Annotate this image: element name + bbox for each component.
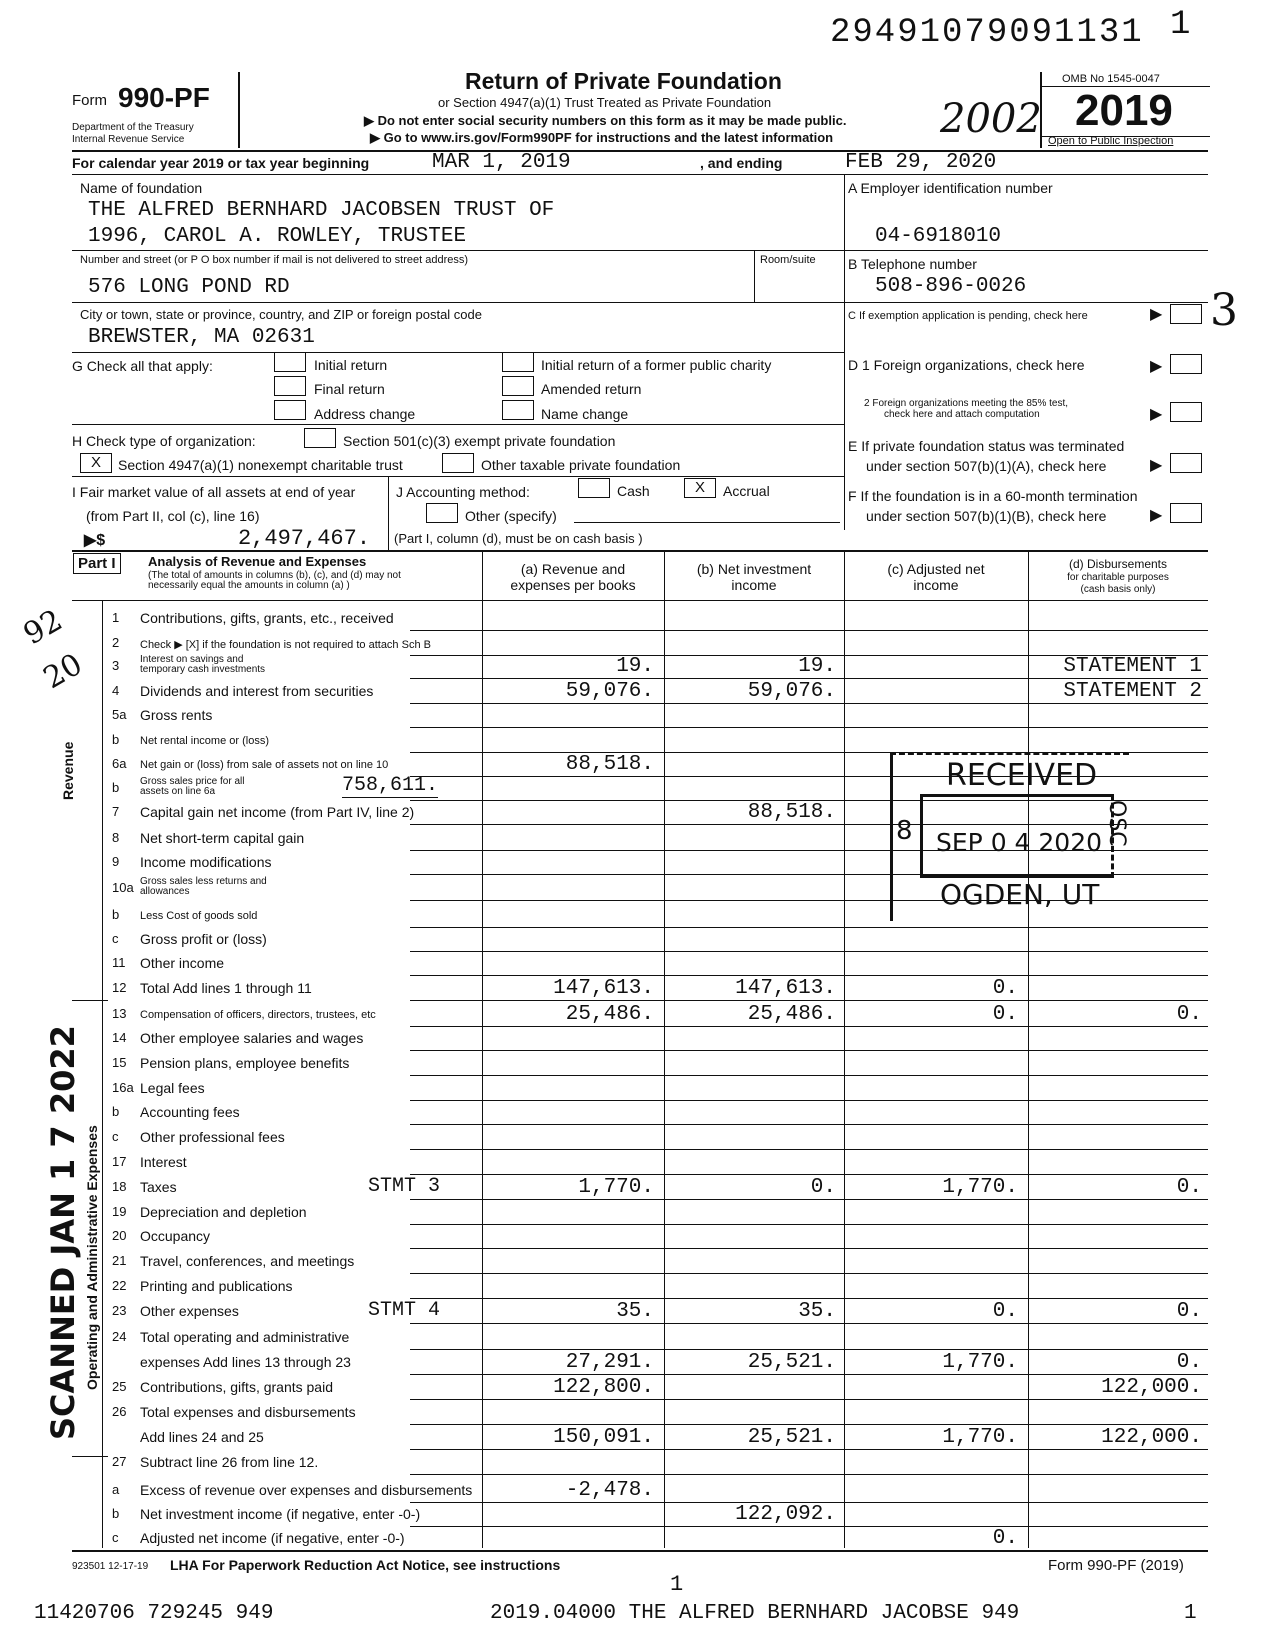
footer-code: 923501 12-17-19: [72, 1561, 149, 1572]
col-b-value[interactable]: 19.: [798, 655, 836, 678]
line-row: [72, 1002, 1208, 1026]
header-bottom-rule: [72, 150, 1208, 152]
line-label: Adjusted net income (if negative, enter -0-): [140, 1530, 405, 1546]
line-number: c: [112, 931, 119, 946]
line-number: 11: [112, 955, 126, 970]
line-number: 4: [112, 683, 120, 698]
line-row: [72, 976, 1208, 1000]
line-row: [72, 1350, 1208, 1374]
g-label: G Check all that apply:: [72, 358, 213, 374]
name-rule: [72, 250, 844, 251]
foreign-org-label: D 1 Foreign organizations, check here: [848, 357, 1085, 373]
h-other-taxable-checkbox[interactable]: [442, 453, 474, 473]
period-and-ending: , and ending: [700, 155, 783, 171]
termination-60-label-1: F If the foundation is in a 60-month termination: [848, 488, 1138, 504]
h-501c3-label: Section 501(c)(3) exempt private foundation: [343, 433, 616, 449]
exemption-pending-checkbox[interactable]: [1170, 304, 1202, 324]
address-change-label: Address change: [314, 406, 416, 422]
form-number: 990-PF: [118, 82, 210, 113]
footer-page: 1: [670, 1572, 684, 1597]
line-label: Other professional fees: [140, 1129, 285, 1145]
line-label: Net investment income (if negative, enter -0-): [140, 1506, 421, 1522]
col-c-value[interactable]: 0.: [992, 977, 1018, 1000]
col-d-value[interactable]: 0.: [1176, 1300, 1202, 1323]
col-a-value[interactable]: 1,770.: [578, 1176, 654, 1199]
j-label: J Accounting method:: [396, 484, 530, 500]
g-rule: [72, 424, 844, 425]
line-row: [72, 1400, 1208, 1424]
line-row: [72, 1325, 1208, 1349]
line-label: Income modifications: [140, 854, 272, 870]
street-value: 576 LONG POND RD: [88, 276, 290, 299]
line-label: Accounting fees: [140, 1104, 240, 1120]
line-row: [72, 703, 1208, 727]
line-number: 18: [112, 1179, 127, 1194]
line-number: 22: [112, 1278, 127, 1293]
col-b-header-2: income: [731, 577, 777, 593]
cash-checkbox[interactable]: [578, 478, 610, 498]
line-label: Interest: [140, 1154, 187, 1170]
line-row: [72, 1425, 1208, 1449]
line-label: Net gain or (loss) from sale of assets not on line 10: [140, 759, 389, 771]
initial-former-label: Initial return of a former public charity: [541, 357, 772, 373]
line-label: Dividends and interest from securities: [140, 683, 374, 699]
line-row: [72, 927, 1208, 951]
line-number: 10a: [112, 880, 134, 895]
street-rule: [72, 302, 844, 303]
footer-form: Form 990-PF (2019): [1048, 1557, 1184, 1574]
footer-bottom-mid: 2019.04000 THE ALFRED BERNHARD JACOBSE 949: [490, 1602, 1020, 1625]
footer-bottom-right: 1: [1184, 1602, 1197, 1625]
i-label-1: I Fair market value of all assets at end of year: [72, 484, 356, 500]
handwritten-code: 2002: [940, 96, 1042, 142]
line-label: Contributions, gifts, grants, etc., received: [140, 610, 394, 626]
col-a-value[interactable]: 35.: [616, 1300, 654, 1323]
col-b-value[interactable]: 25,521.: [747, 1426, 836, 1449]
col-d-value[interactable]: 122,000.: [1101, 1376, 1202, 1399]
statement-ref: STMT 3: [368, 1175, 441, 1198]
open-public-label: Open to Public Inspection: [1048, 135, 1174, 147]
initial-former-checkbox[interactable]: [502, 352, 534, 372]
name-change-label: Name change: [541, 406, 629, 422]
footer-lha: LHA For Paperwork Reduction Act Notice, see instructions: [170, 1557, 561, 1573]
line-label: Gross rents: [140, 707, 213, 723]
line-number: 21: [112, 1253, 127, 1268]
omb-number: OMB No 1545-0047: [1062, 73, 1160, 85]
tax-year: 2019: [1075, 86, 1173, 135]
col-b-value[interactable]: 147,613.: [735, 977, 836, 1000]
line-label: Net short-term capital gain: [140, 830, 305, 846]
col-d-value[interactable]: 0.: [1176, 1003, 1202, 1026]
line-number: 24: [112, 1329, 127, 1344]
foreign-85-label-1: 2 Foreign organizations meeting the 85% test,: [864, 398, 1069, 409]
stamp-side: OSC: [1104, 800, 1129, 847]
line-label: expenses Add lines 13 through 23: [140, 1354, 351, 1370]
line-number: 3: [112, 658, 120, 673]
line-rule: [410, 1323, 1208, 1324]
amended-return-checkbox[interactable]: [502, 376, 534, 396]
form-instruction-2: ▶ Go to www.irs.gov/Form990PF for instructions and the latest information: [370, 130, 834, 145]
termination-60-checkbox[interactable]: [1170, 503, 1202, 523]
line-label: Pension plans, employee benefits: [140, 1055, 350, 1071]
line-label: Gross sales price for all assets on line 6a: [140, 776, 245, 797]
col-d-header-3: (cash basis only): [1080, 584, 1156, 595]
h-501c3-checkbox[interactable]: [304, 428, 336, 448]
stamp-received: RECEIVED: [946, 758, 1098, 793]
name-change-checkbox[interactable]: [502, 400, 534, 420]
line-number: c: [112, 1129, 119, 1144]
line-row: [72, 1299, 1208, 1323]
address-change-checkbox[interactable]: [274, 400, 306, 420]
cash-basis-note: (Part I, column (d), must be on cash basis ): [394, 531, 643, 546]
line-label: Check ▶ [X] if the foundation is not required to attach Sch B: [140, 639, 431, 651]
col-a-value[interactable]: 19.: [616, 655, 654, 678]
line-label: Other employee salaries and wages: [140, 1030, 364, 1046]
line-row: [72, 1125, 1208, 1149]
line-number: 5a: [112, 707, 127, 722]
line-number: 17: [112, 1154, 127, 1169]
line-row: [72, 1100, 1208, 1124]
dln-suffix: 1: [1170, 6, 1191, 44]
col-d-value[interactable]: 0.: [1176, 1351, 1202, 1374]
col-d-value[interactable]: STATEMENT 2: [1063, 680, 1202, 703]
room-divider: [754, 250, 755, 302]
footer-rule: [72, 1550, 1208, 1552]
part1-desc-2: necessarily equal the amounts in column (a) ): [148, 580, 350, 591]
foreign-85-label-2: check here and attach computation: [884, 409, 1040, 420]
foundation-name-line1: THE ALFRED BERNHARD JACOBSEN TRUST OF: [88, 199, 555, 222]
part1-desc-1: (The total of amounts in columns (b), (c), and (d) may not: [148, 570, 401, 581]
name-block-divider: [844, 174, 845, 530]
col-a-header-2: expenses per books: [510, 577, 636, 593]
line-row: [72, 1274, 1208, 1298]
ein-rule: [844, 250, 1208, 251]
col-c-value[interactable]: 1,770.: [942, 1426, 1018, 1449]
col-b-header-1: (b) Net investment: [696, 561, 812, 577]
terminated-a-checkbox[interactable]: [1170, 453, 1202, 473]
line-row: [72, 1526, 1208, 1550]
cash-label: Cash: [617, 483, 650, 499]
col-d-value[interactable]: STATEMENT 1: [1063, 655, 1202, 678]
handwritten-margin-2: 20: [37, 646, 89, 697]
foreign-85-checkbox[interactable]: [1170, 402, 1202, 422]
line-number: a: [112, 1482, 120, 1497]
line-row: [72, 1026, 1208, 1050]
city-label: City or town, state or province, country, and ZIP or foreign postal code: [80, 307, 482, 322]
line-number: b: [112, 1506, 120, 1521]
line-label: Capital gain net income (from Part IV, line 2): [140, 804, 415, 820]
final-return-checkbox[interactable]: [274, 376, 306, 396]
line-number: 26: [112, 1404, 127, 1419]
header-divider-left: [238, 72, 240, 148]
line-number: 8: [112, 830, 120, 845]
h-4947-checkbox[interactable]: X: [80, 453, 112, 473]
line-number: c: [112, 1530, 119, 1545]
form-title: Return of Private Foundation: [465, 68, 782, 94]
part1-header-rule: [72, 600, 1208, 601]
h-other-taxable-label: Other taxable private foundation: [481, 457, 681, 473]
line-row: [72, 1478, 1208, 1502]
period-begin: MAR 1, 2019: [432, 151, 571, 174]
line-row: [72, 606, 1208, 630]
col-a-value[interactable]: 122,800.: [553, 1376, 654, 1399]
line-number: 27: [112, 1454, 127, 1469]
statement-ref: STMT 4: [368, 1299, 441, 1322]
line-label: Occupancy: [140, 1228, 211, 1244]
line-row: [72, 1051, 1208, 1075]
line-rule: [410, 1474, 1208, 1475]
initial-return-checkbox[interactable]: [274, 352, 306, 372]
col-d-header-1: (d) Disbursements: [1068, 557, 1168, 571]
line-label: Taxes: [140, 1179, 177, 1195]
gross-sales-value: 758,611.: [342, 774, 439, 797]
col-b-value[interactable]: 25,486.: [747, 1003, 836, 1026]
handwritten-margin-1: 92: [17, 602, 69, 653]
line-label: Other income: [140, 955, 225, 971]
dept-line1: Department of the Treasury: [72, 122, 194, 133]
street-label: Number and street (or P O box number if mail is not delivered to street address): [80, 254, 469, 266]
col-b-value[interactable]: 88,518.: [747, 801, 836, 824]
line-row: [72, 951, 1208, 975]
part1-tag: Part I: [73, 553, 121, 574]
line-label: Subtract line 26 from line 12.: [140, 1454, 319, 1470]
line-row: [72, 1502, 1208, 1526]
other-method-checkbox[interactable]: [426, 503, 458, 523]
line-row: [72, 654, 1208, 678]
line-label: Compensation of officers, directors, trustees, etc: [140, 1009, 376, 1021]
arrow-icon: ▶: [1150, 457, 1163, 474]
col-c-value[interactable]: 0.: [992, 1527, 1018, 1550]
col-b-value[interactable]: 35.: [798, 1300, 836, 1323]
line-rule: [410, 1000, 1208, 1001]
foundation-name-line2: 1996, CAROL A. ROWLEY, TRUSTEE: [88, 225, 467, 248]
arrow-icon: ▶: [1150, 507, 1163, 524]
stamp-city: OGDEN, UT: [940, 878, 1100, 911]
i-label-2: (from Part II, col (c), line 16): [86, 508, 260, 524]
col-a-header-1: (a) Revenue and: [520, 561, 626, 577]
line-row: [72, 1150, 1208, 1174]
phone-rule: [844, 302, 1208, 303]
handwritten-3: 3: [1210, 285, 1238, 336]
fmv-value: 2,497,467.: [238, 526, 371, 551]
h-4947-label: Section 4947(a)(1) nonexempt charitable trust: [118, 457, 403, 473]
line-number: b: [112, 780, 120, 795]
line-row: [72, 1175, 1208, 1199]
period-rule: [72, 174, 1208, 175]
side-revenue-label: Revenue: [60, 741, 76, 800]
line-label: Net rental income or (loss): [140, 735, 269, 747]
line-label: Travel, conferences, and meetings: [140, 1253, 355, 1269]
i-dollar: ▶$: [84, 532, 106, 549]
h-label: H Check type of organization:: [72, 433, 256, 449]
col-c-value[interactable]: 0.: [992, 1300, 1018, 1323]
line-row: [72, 728, 1208, 752]
scanned-stamp: SCANNED JAN 1 7 2022: [44, 1025, 82, 1440]
ij-divider: [388, 476, 389, 552]
col-a-value[interactable]: 150,091.: [553, 1426, 654, 1449]
final-return-label: Final return: [314, 381, 385, 397]
col-a-value[interactable]: 27,291.: [565, 1351, 654, 1374]
line-number: 6a: [112, 756, 127, 771]
col-b-value[interactable]: 122,092.: [735, 1503, 836, 1526]
line-number: 1: [112, 610, 120, 625]
phone-value: 508-896-0026: [875, 275, 1027, 298]
initial-return-label: Initial return: [314, 357, 388, 373]
col-b-value[interactable]: 25,521.: [747, 1351, 836, 1374]
line-number: 9: [112, 854, 120, 869]
line-number: 2: [112, 635, 120, 650]
line-label: Depreciation and depletion: [140, 1204, 307, 1220]
city-value: BREWSTER, MA 02631: [88, 326, 315, 349]
side-expenses-label: Operating and Administrative Expenses: [84, 1125, 100, 1390]
line-number: 7: [112, 804, 120, 819]
part1-title: Analysis of Revenue and Expenses: [148, 554, 367, 569]
col-c-value[interactable]: 1,770.: [942, 1351, 1018, 1374]
line-label: Interest on savings and temporary cash investments: [140, 654, 266, 675]
line-label: Legal fees: [140, 1080, 205, 1096]
revenue-expense-divider: [72, 1000, 108, 1001]
line-row: [72, 1224, 1208, 1248]
line-row: [72, 1200, 1208, 1224]
col-a-value[interactable]: 147,613.: [553, 977, 654, 1000]
accrual-checkbox[interactable]: X: [684, 478, 716, 498]
line-row: [72, 1450, 1208, 1474]
col-c-value[interactable]: 1,770.: [942, 1176, 1018, 1199]
period-label: For calendar year 2019 or tax year beginning: [72, 155, 370, 171]
line-label: Less Cost of goods sold: [140, 910, 258, 922]
form-subtitle: or Section 4947(a)(1) Trust Treated as Private Foundation: [438, 95, 772, 110]
ein-value: 04-6918010: [875, 225, 1002, 248]
line-number: 23: [112, 1303, 127, 1318]
line-label: Gross sales less returns and allowances: [140, 876, 267, 897]
terminated-a-label-2: under section 507(b)(1)(A), check here: [866, 458, 1107, 474]
form-instruction-1: ▶ Do not enter social security numbers on this form as it may be made public.: [364, 113, 847, 128]
line-number: 12: [112, 980, 127, 995]
foundation-name-label: Name of foundation: [80, 180, 203, 196]
phone-label: B Telephone number: [848, 256, 977, 272]
line-number: 25: [112, 1379, 127, 1394]
line-number: b: [112, 1104, 120, 1119]
line-label: Printing and publications: [140, 1278, 293, 1294]
foreign-org-checkbox[interactable]: [1170, 354, 1202, 374]
line-row: [72, 631, 1208, 655]
city-rule: [72, 352, 844, 353]
col-b-value[interactable]: 59,076.: [747, 680, 836, 703]
col-c-header-1: (c) Adjusted net: [887, 561, 985, 577]
col-d-header-2: for charitable purposes: [1067, 572, 1169, 583]
line-row: [72, 1076, 1208, 1100]
received-stamp: [890, 752, 1130, 922]
room-label: Room/suite: [760, 254, 816, 266]
col-a-value[interactable]: 25,486.: [565, 1003, 654, 1026]
amended-return-label: Amended return: [541, 381, 642, 397]
period-end: FEB 29, 2020: [845, 151, 997, 174]
h-rule: [72, 476, 844, 477]
line-row: [72, 1249, 1208, 1273]
line-label: Total operating and administrative: [140, 1329, 350, 1345]
col-a-value[interactable]: 59,076.: [565, 680, 654, 703]
line-label: Contributions, gifts, grants paid: [140, 1379, 333, 1395]
dept-line2: Internal Revenue Service: [72, 134, 185, 145]
termination-60-label-2: under section 507(b)(1)(B), check here: [866, 508, 1107, 524]
line-number: b: [112, 907, 120, 922]
line-label: Excess of revenue over expenses and disbursements: [140, 1482, 473, 1498]
col-b-value[interactable]: 0.: [810, 1176, 836, 1199]
line-label: Add lines 24 and 25: [140, 1429, 264, 1445]
exemption-pending-label: C If exemption application is pending, check here: [848, 310, 1088, 322]
terminated-a-label-1: E If private foundation status was terminated: [848, 438, 1125, 454]
col-d-value[interactable]: 122,000.: [1101, 1426, 1202, 1449]
line-number: 14: [112, 1030, 127, 1045]
other-specify-line: [574, 522, 840, 523]
dln-number: 29491079091131: [830, 14, 1144, 52]
col-a-value[interactable]: -2,478.: [565, 1479, 654, 1502]
arrow-icon: ▶: [1150, 406, 1163, 423]
arrow-icon: ▶: [1150, 306, 1163, 323]
line-number: 19: [112, 1204, 127, 1219]
line-number: 15: [112, 1055, 127, 1070]
arrow-icon: ▶: [1150, 358, 1163, 375]
line-label: Gross profit or (loss): [140, 931, 267, 947]
ein-label: A Employer identification number: [848, 180, 1053, 196]
col-c-header-2: income: [913, 577, 959, 593]
col-d-value[interactable]: 0.: [1176, 1176, 1202, 1199]
ij-rule: [72, 550, 1208, 552]
line-label: Other expenses: [140, 1303, 239, 1319]
line-label: Total expenses and disbursements: [140, 1404, 356, 1420]
line-row: [72, 1375, 1208, 1399]
line-label: Total Add lines 1 through 11: [140, 980, 312, 996]
stamp-num: 8: [896, 816, 913, 846]
col-a-value[interactable]: 88,518.: [565, 753, 654, 776]
stamp-date: SEP 0 4 2020: [936, 828, 1103, 857]
footer-bottom-left: 11420706 729245 949: [34, 1602, 274, 1625]
line-number: 16a: [112, 1080, 134, 1095]
line-number: 20: [112, 1228, 127, 1243]
col-c-value[interactable]: 0.: [992, 1003, 1018, 1026]
accrual-label: Accrual: [723, 483, 770, 499]
line-number: b: [112, 732, 120, 747]
other-method-label: Other (specify): [465, 508, 557, 524]
line-row: [72, 679, 1208, 703]
line-number: 13: [112, 1006, 127, 1021]
form-label: Form: [72, 92, 107, 109]
